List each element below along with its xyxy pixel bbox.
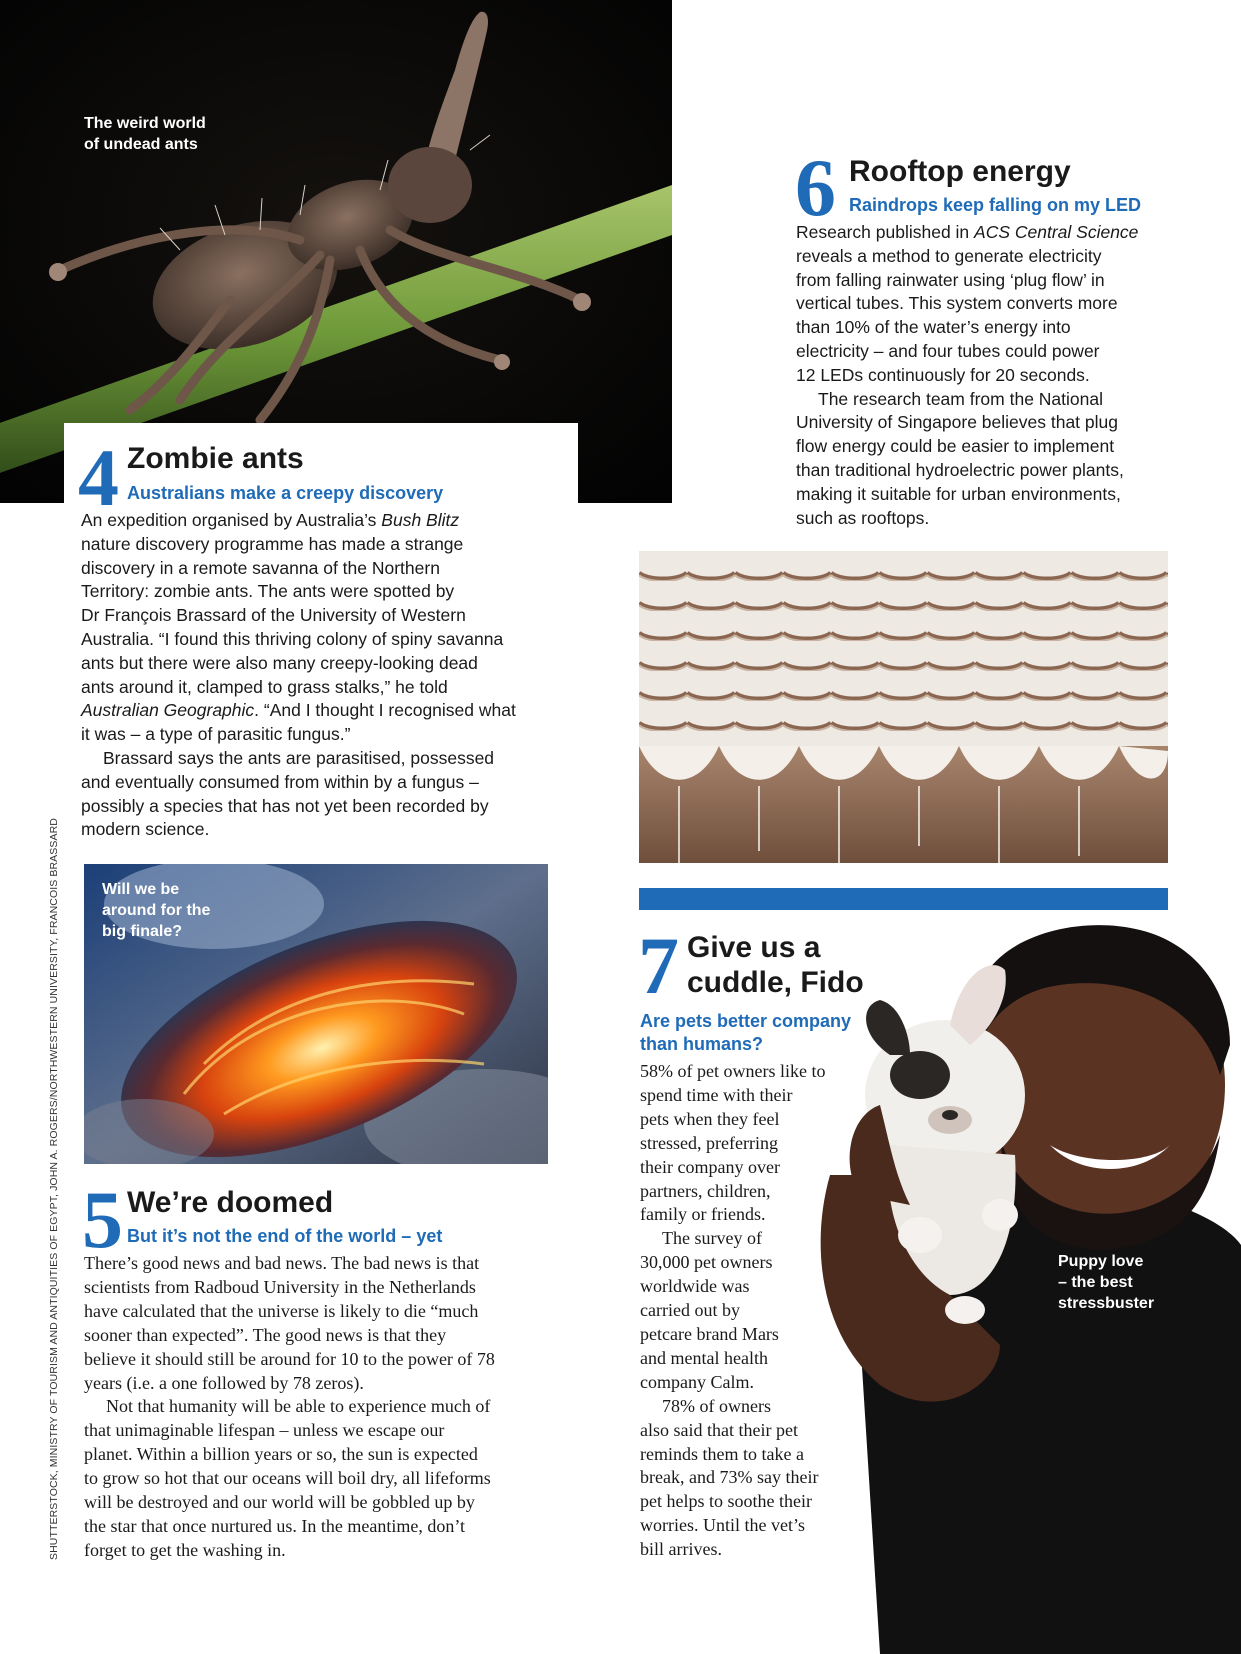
body-line: [81, 557, 561, 581]
section4-title: Zombie ants: [127, 442, 304, 475]
body-text: ants but there were also many creepy-looking dead: [81, 652, 478, 673]
body-line: [796, 364, 1236, 388]
body-line: [796, 292, 1236, 316]
body-line: and mental health: [640, 1347, 768, 1368]
body-line: scientists from Radboud University in the Netherlands: [84, 1276, 476, 1297]
body-line: 78% of owners: [662, 1395, 771, 1416]
body-text: Dr François Brassard of the University of Western: [81, 605, 466, 626]
body-line: [81, 533, 561, 557]
body-line: company Calm.: [640, 1371, 754, 1392]
body-line: [81, 652, 561, 676]
body-line: Not that humanity will be able to experience much of: [106, 1396, 491, 1417]
section4-subtitle: Australians make a creepy discovery: [127, 483, 444, 503]
body-line: making it suitable for urban environments,: [796, 483, 1121, 504]
body-line: petcare brand Mars: [640, 1323, 779, 1344]
body-text: An expedition organised by Australia’s: [81, 510, 382, 530]
italic-title: Australian Geographic: [81, 700, 255, 721]
body-line: family or friends.: [640, 1204, 766, 1225]
body-line: spend time with their: [640, 1084, 793, 1105]
body-line: worldwide was: [640, 1276, 750, 1297]
body-line: Brassard says the ants are parasitised, possessed: [103, 747, 495, 768]
photo-credit: SHUTTERSTOCK, MINISTRY OF TOURISM AND ANTIQUITIES OF EGYPT, JOHN A. ROGERS/NORTHWESTERN UNIVERSITY, FRANCOIS BRASSARD: [48, 818, 60, 1560]
body-line: the star that once nurtured us. In the meantime, don’t: [84, 1515, 466, 1536]
body-line: reminds them to take a: [640, 1443, 804, 1464]
body-line: break, and 73% say their: [640, 1467, 819, 1488]
body-line: bill arrives.: [640, 1539, 722, 1560]
universe-caption: Will we be around for the big finale?: [102, 881, 211, 940]
section6-body: [796, 221, 1236, 530]
body-text: 12 LEDs continuously for 20 seconds.: [796, 364, 1090, 385]
body-line: sooner than expected”. The good news is that they: [84, 1324, 447, 1345]
section4-number: 4: [78, 432, 119, 523]
body-text: nature discovery programme has made a strange: [81, 533, 464, 554]
body-line: [81, 676, 561, 700]
section7-title-line2: cuddle, Fido: [687, 966, 864, 999]
body-line: and eventually consumed from within by a fungus –: [81, 771, 479, 792]
body-line: their company over: [640, 1156, 780, 1177]
section7-title-line1: Give us a: [687, 931, 821, 964]
body-line: [81, 723, 561, 747]
body-text: vertical tubes. This system converts more: [796, 293, 1118, 314]
body-line: stressed, preferring: [640, 1132, 778, 1153]
body-line: [796, 269, 1236, 293]
body-line: forget to get the washing in.: [84, 1539, 286, 1560]
body-line: than traditional hydroelectric power plants,: [796, 459, 1124, 480]
body-line: worries. Until the vet’s: [640, 1515, 805, 1536]
body-line: that unimaginable lifespan – unless we escape our: [84, 1420, 445, 1441]
body-text: discovery in a remote savanna of the Northern: [81, 557, 440, 578]
body-line: such as rooftops.: [796, 507, 930, 528]
body-text: reveals a method to generate electricity: [796, 245, 1102, 266]
body-line: The research team from the National: [818, 388, 1103, 409]
body-line: to grow so hot that our oceans will boil dry, all lifeforms: [84, 1468, 491, 1489]
section7-blue-bar: [639, 888, 1168, 910]
body-line: have calculated that the universe is likely to die “much: [84, 1300, 479, 1321]
ant-photo-caption: The weird world of undead ants: [84, 115, 206, 153]
body-text: from falling rainwater using ‘plug flow’ in: [796, 269, 1105, 290]
body-line: [81, 580, 561, 604]
section6-subtitle: Raindrops keep falling on my LED: [849, 195, 1142, 215]
section7-body: [640, 1060, 860, 1562]
body-line: University of Singapore believes that plug: [796, 412, 1118, 433]
body-line: partners, children,: [640, 1180, 771, 1201]
puppy-caption: Puppy love – the best stressbuster: [1058, 1253, 1155, 1312]
body-line: [81, 604, 561, 628]
italic-title: ACS Central Science: [974, 222, 1139, 242]
body-line: 30,000 pet owners: [640, 1252, 773, 1273]
body-line: believe it should still be around for 10 to the power of 78: [84, 1348, 495, 1369]
body-line: 58% of pet owners like to: [640, 1061, 826, 1081]
body-line: will be destroyed and our world will be gobbled up by: [84, 1492, 475, 1513]
body-text: it was – a type of parasitic fungus.”: [81, 724, 351, 745]
man-with-puppy-photo: [800, 915, 1241, 1654]
body-text: ants around it, clamped to grass stalks,” he told: [81, 676, 448, 697]
body-line: [81, 509, 561, 533]
body-line: pets when they feel: [640, 1108, 780, 1129]
section5-subtitle: But it’s not the end of the world – yet: [127, 1226, 443, 1246]
body-line: [796, 221, 1236, 245]
body-line: [796, 316, 1236, 340]
body-line: [81, 699, 561, 723]
section5-body: [84, 1252, 564, 1563]
section6-title: Rooftop energy: [849, 155, 1071, 188]
body-line: [796, 340, 1236, 364]
body-line: pet helps to soothe their: [640, 1491, 812, 1512]
roof-tiles-photo: [639, 551, 1168, 863]
section6-number: 6: [795, 142, 836, 233]
section4-body: [81, 509, 561, 842]
body-text: Research published in: [796, 222, 975, 242]
body-text: Territory: zombie ants. The ants were spotted by: [81, 581, 455, 602]
section7-subtitle-line1: Are pets better company: [640, 1011, 852, 1031]
body-line: modern science.: [81, 819, 210, 840]
section7-number: 7: [638, 920, 679, 1011]
body-text: than 10% of the water’s energy into: [796, 317, 1071, 338]
body-text: electricity – and four tubes could power: [796, 340, 1100, 361]
body-line: There’s good news and bad news. The bad news is that: [84, 1253, 480, 1273]
body-text: Australia. “I found this thriving colony of spiny savanna: [81, 628, 504, 649]
body-line: The survey of: [662, 1228, 762, 1249]
body-line: [796, 245, 1236, 269]
section5-number: 5: [82, 1174, 123, 1265]
body-line: [81, 628, 561, 652]
body-line: flow energy could be easier to implement: [796, 436, 1115, 457]
body-text: . “And I thought I recognised what: [254, 700, 516, 721]
body-line: possibly a species that has not yet been recorded by: [81, 795, 489, 816]
section5-title: We’re doomed: [127, 1186, 334, 1219]
italic-title: Bush Blitz: [381, 510, 460, 530]
body-line: also said that their pet: [640, 1419, 798, 1440]
body-line: carried out by: [640, 1300, 740, 1321]
body-line: years (i.e. a one followed by 78 zeros).: [84, 1372, 364, 1393]
body-line: planet. Within a billion years or so, the sun is expected: [84, 1444, 478, 1465]
section7-subtitle-line2: than humans?: [640, 1034, 764, 1054]
